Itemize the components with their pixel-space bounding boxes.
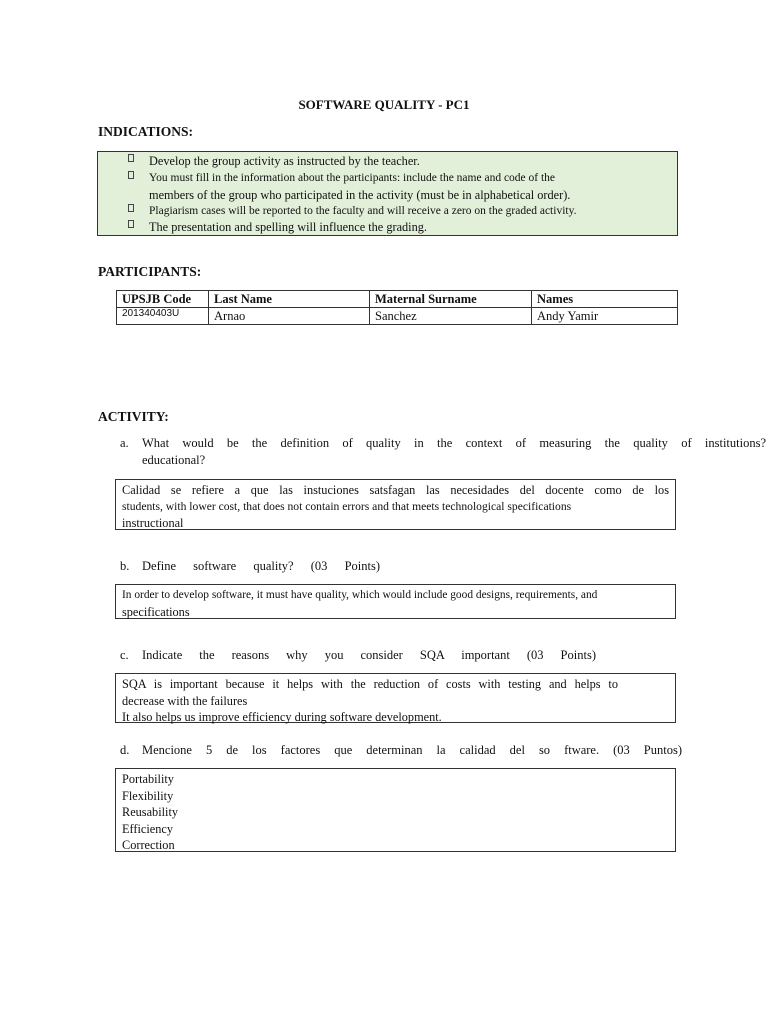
answer-line: Reusability [122, 805, 179, 819]
answer-box-b [115, 584, 676, 619]
activity-heading: ACTIVITY: [98, 409, 169, 424]
question-text: Define software quality? (03 Points) [142, 559, 380, 573]
question-letter: c. [120, 648, 129, 662]
question-text: Indicate the reasons why you consider SQA important (03 Points) [142, 648, 596, 662]
bullet-icon [128, 204, 134, 212]
question-letter: d. [120, 743, 130, 757]
bullet-icon [128, 154, 134, 162]
question-a [120, 435, 766, 469]
question-letter: b. [120, 559, 130, 573]
table-header-row [117, 291, 678, 308]
cell-maternal-surname: Sanchez [370, 308, 532, 325]
question-b [120, 558, 380, 575]
column-header: Names [532, 291, 678, 308]
bullet-icon [128, 220, 134, 228]
cell-code: 201340403U [117, 308, 209, 325]
answer-line: instructional [122, 516, 184, 530]
question-text-continued: educational? [142, 453, 206, 467]
answer-line: SQA is important because it helps with the reduction of costs with testing and helps to [122, 677, 618, 691]
answer-line: Correction [122, 838, 175, 852]
question-c [120, 647, 596, 664]
answer-box-d [115, 768, 676, 852]
column-header: Last Name [209, 291, 370, 308]
question-text: Mencione 5 de los factores que determinan la calidad del so ftware. (03 Puntos) [142, 743, 682, 757]
indication-text: Plagiarism cases will be reported to the faculty and will receive a zero on the graded activity. [149, 205, 577, 217]
answer-line: decrease with the failures [122, 693, 248, 708]
answer-line: It also helps us improve efficiency during software development. [122, 710, 442, 724]
answer-line: students, with lower cost, that does not contain errors and that meets technological specifications [122, 499, 572, 513]
participants-table [116, 290, 678, 325]
answer-line: Efficiency [122, 821, 173, 836]
indications-box [97, 151, 678, 236]
indication-text: Develop the group activity as instructed by the teacher. [149, 154, 420, 168]
indication-text: You must fill in the information about the participants: include the name and code of the [149, 172, 556, 184]
answer-line: Flexibility [122, 788, 174, 803]
indications-heading: INDICATIONS: [98, 124, 194, 139]
participants-heading: PARTICIPANTS: [98, 264, 202, 279]
answer-line: In order to develop software, it must have quality, which would include good designs, requirements, and [122, 589, 598, 601]
answer-line: specifications [122, 604, 190, 619]
cell-names: Andy Yamir [532, 308, 678, 325]
answer-box-c [115, 673, 676, 723]
answer-line: Portability [122, 772, 174, 786]
indication-text: members of the group who participated in the activity (must be in alphabetical order). [149, 188, 571, 202]
bullet-icon [128, 171, 134, 179]
question-d [120, 742, 682, 759]
question-text: What would be the definition of quality in the context of measuring the quality of institutions? [142, 436, 766, 450]
indication-text: The presentation and spelling will influence the grading. [149, 220, 427, 234]
cell-last-name: Arnao [209, 308, 370, 325]
answer-line: Calidad se refiere a que las instuciones satsfagan las necesidades del docente como de los [122, 483, 669, 497]
answer-box-a [115, 479, 676, 530]
document-title: SOFTWARE QUALITY - PC1 [298, 97, 470, 112]
column-header: UPSJB Code [117, 291, 209, 308]
table-row [117, 308, 678, 325]
column-header: Maternal Surname [370, 291, 532, 308]
question-letter: a. [120, 436, 129, 450]
